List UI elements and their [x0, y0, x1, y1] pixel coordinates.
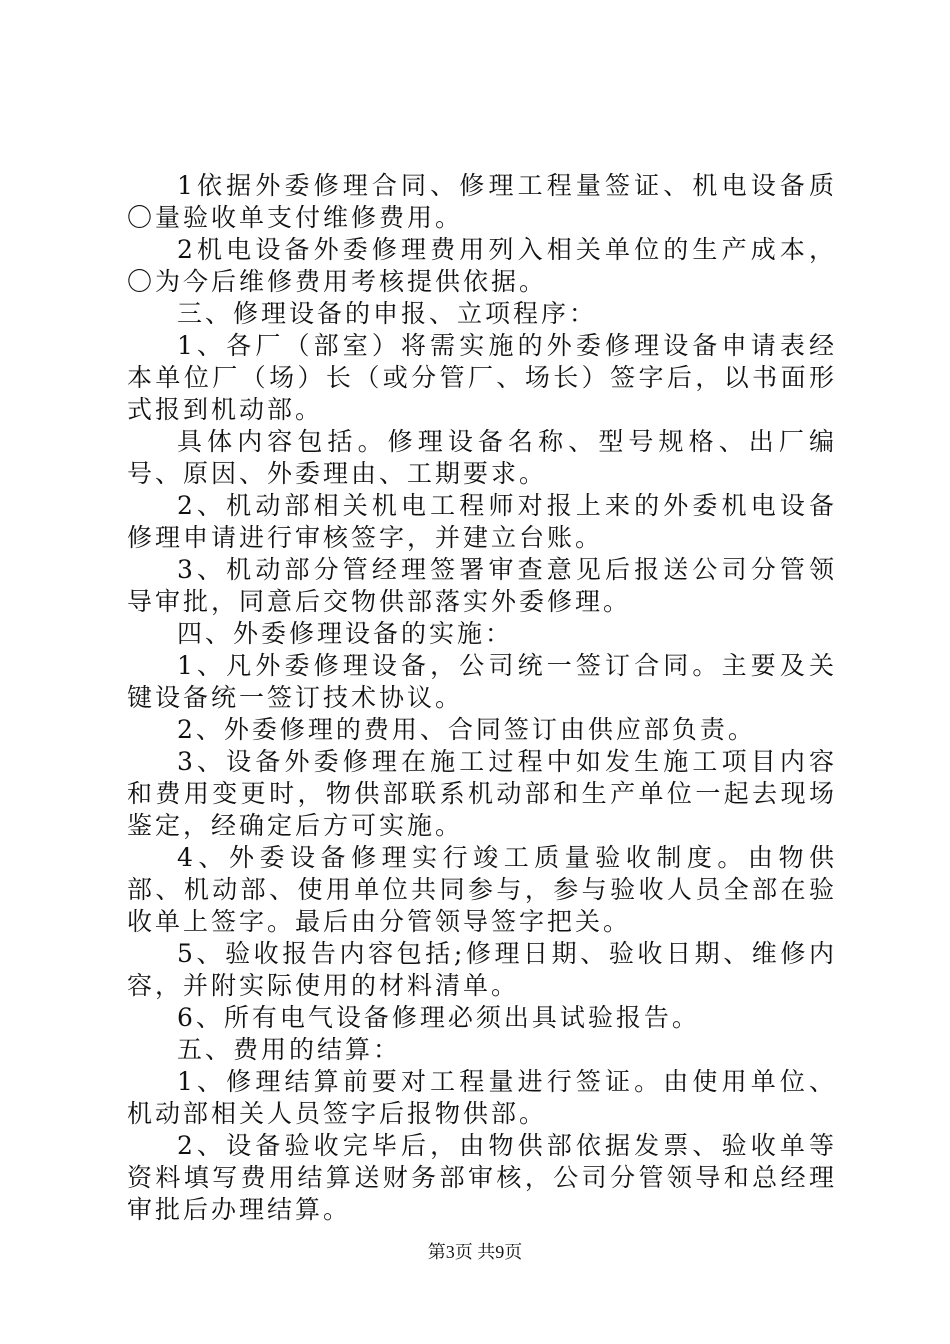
paragraph-2: 2机电设备外委修理费用列入相关单位的生产成本，〇为今后维修费用考核提供依据。 [127, 235, 837, 296]
paragraph-4: 1、各厂（部室）将需实施的外委修理设备申请表经本单位厂（场）长（或分管厂、场长）签字后，以书面形式报到机动部。 [127, 331, 837, 424]
paragraph-5: 具体内容包括。修理设备名称、型号规格、出厂编号、原因、外委理由、工期要求。 [127, 427, 837, 488]
paragraph-11: 3、设备外委修理在施工过程中如发生施工项目内容和费用变更时，物供部联系机动部和生产单位一起去现场鉴定，经确定后方可实施。 [127, 747, 837, 840]
paragraph-17: 2、设备验收完毕后，由物供部依据发票、验收单等资料填写费用结算送财务部审核，公司分管领导和总经理审批后办理结算。 [127, 1131, 837, 1224]
paragraph-10: 2、外委修理的费用、合同签订由供应部负责。 [177, 715, 756, 744]
paragraph-7: 3、机动部分管经理签署审查意见后报送公司分管领导审批，同意后交物供部落实外委修理。 [127, 555, 837, 616]
paragraph-16: 1、修理结算前要对工程量进行签证。由使用单位、机动部相关人员签字后报物供部。 [127, 1067, 837, 1128]
section-heading-5: 五、费用的结算： [177, 1035, 402, 1064]
paragraph-13: 5、验收报告内容包括;修理日期、验收日期、维修内容，并附实际使用的材料清单。 [127, 939, 837, 1000]
paragraph-1: 1依据外委修理合同、修理工程量签证、机电设备质〇量验收单支付维修费用。 [127, 171, 837, 232]
paragraph-6: 2、机动部相关机电工程师对报上来的外委机电设备修理申请进行审核签字，并建立台账。 [127, 491, 837, 552]
paragraph-14: 6、所有电气设备修理必须出具试验报告。 [177, 1003, 700, 1032]
section-heading-4: 四、外委修理设备的实施： [177, 619, 514, 648]
paragraph-12: 4、外委设备修理实行竣工质量验收制度。由物供部、机动部、使用单位共同参与，参与验收人员全部在验收单上签字。最后由分管领导签字把关。 [127, 843, 837, 936]
document-body [127, 170, 837, 1226]
page-number-footer: 第3页 共9页 [427, 1242, 523, 1262]
section-heading-3: 三、修理设备的申报、立项程序： [177, 299, 598, 328]
paragraph-9: 1、凡外委修理设备，公司统一签订合同。主要及关键设备统一签订技术协议。 [127, 651, 837, 712]
